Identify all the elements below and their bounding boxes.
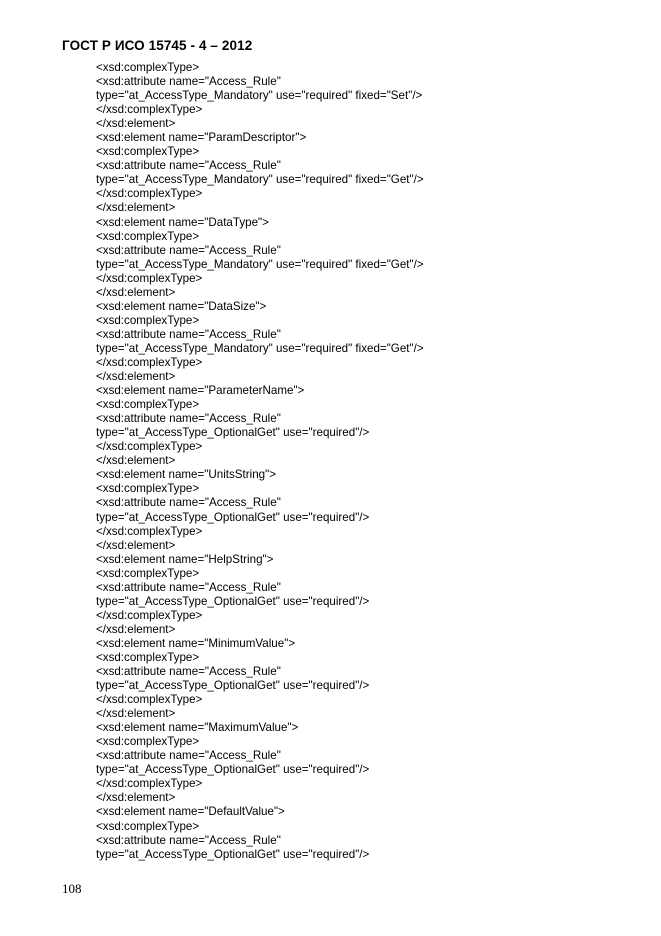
document-header: ГОСТ Р ИСО 15745 - 4 – 2012 [62, 38, 253, 53]
code-line: <xsd:complexType> [96, 61, 200, 74]
code-line: type="at_AccessType_OptionalGet" use="required"/> [96, 679, 370, 693]
code-line: </xsd:complexType> [96, 271, 203, 285]
code-line: <xsd:attribute name="Access_Rule" [96, 412, 281, 426]
code-line: <xsd:element name="ParamDescriptor"> [96, 131, 307, 145]
code-line: <xsd:element name="HelpString"> [96, 552, 274, 566]
code-line: <xsd:attribute name="Access_Rule" [96, 496, 281, 510]
code-line: type="at_AccessType_Mandatory" use="required" fixed="Get"/> [96, 173, 424, 187]
code-line: <xsd:complexType> [96, 229, 200, 243]
code-line: <xsd:attribute name="Access_Rule" [96, 159, 281, 173]
code-line: </xsd:element> [96, 622, 176, 636]
code-line: <xsd:complexType> [96, 398, 200, 412]
code-line: <xsd:complexType> [96, 819, 200, 833]
code-line: </xsd:complexType> [96, 524, 203, 538]
code-line: </xsd:complexType> [96, 103, 203, 117]
code-line: </xsd:complexType> [96, 355, 203, 369]
code-line: type="at_AccessType_OptionalGet" use="required"/> [96, 847, 370, 861]
code-line: <xsd:element name="ParameterName"> [96, 384, 305, 398]
xsd-code-listing [96, 61, 424, 862]
code-line: </xsd:element> [96, 370, 176, 384]
page-number: 108 [62, 881, 82, 896]
code-line: <xsd:attribute name="Access_Rule" [96, 243, 281, 257]
code-line: <xsd:attribute name="Access_Rule" [96, 75, 281, 89]
code-line: </xsd:element> [96, 117, 176, 131]
code-line: </xsd:element> [96, 791, 176, 805]
code-line: type="at_AccessType_Mandatory" use="required" fixed="Get"/> [96, 341, 424, 355]
code-line: <xsd:attribute name="Access_Rule" [96, 580, 281, 594]
code-line: <xsd:element name="DataSize"> [96, 299, 267, 313]
code-line: <xsd:complexType> [96, 313, 200, 327]
code-line: </xsd:element> [96, 285, 176, 299]
code-line: <xsd:complexType> [96, 566, 200, 580]
code-line: <xsd:attribute name="Access_Rule" [96, 749, 281, 763]
code-line: <xsd:attribute name="Access_Rule" [96, 327, 281, 341]
code-line: <xsd:complexType> [96, 145, 200, 159]
code-line: </xsd:element> [96, 538, 176, 552]
code-line: <xsd:element name="MinimumValue"> [96, 636, 296, 650]
code-line: <xsd:complexType> [96, 735, 200, 749]
code-line: type="at_AccessType_Mandatory" use="required" fixed="Set"/> [96, 89, 423, 103]
code-line: <xsd:complexType> [96, 482, 200, 496]
code-line: <xsd:attribute name="Access_Rule" [96, 833, 281, 847]
code-line: <xsd:complexType> [96, 650, 200, 664]
code-line: </xsd:complexType> [96, 608, 203, 622]
code-line: type="at_AccessType_OptionalGet" use="required"/> [96, 594, 370, 608]
code-line: type="at_AccessType_OptionalGet" use="required"/> [96, 763, 370, 777]
code-line: </xsd:element> [96, 454, 176, 468]
code-line: <xsd:element name="UnitsString"> [96, 468, 276, 482]
code-line: type="at_AccessType_OptionalGet" use="required"/> [96, 426, 370, 440]
code-line: type="at_AccessType_Mandatory" use="required" fixed="Get"/> [96, 257, 424, 271]
code-line: </xsd:element> [96, 707, 176, 721]
code-line: type="at_AccessType_OptionalGet" use="required"/> [96, 510, 370, 524]
code-line: <xsd:element name="MaximumValue"> [96, 721, 299, 735]
code-line: <xsd:attribute name="Access_Rule" [96, 665, 281, 679]
code-line: </xsd:complexType> [96, 440, 203, 454]
code-line: </xsd:complexType> [96, 187, 203, 201]
code-line: <xsd:element name="DefaultValue"> [96, 805, 285, 819]
code-line: <xsd:element name="DataType"> [96, 215, 269, 229]
code-line: </xsd:complexType> [96, 777, 203, 791]
code-line: </xsd:element> [96, 201, 176, 215]
code-line: </xsd:complexType> [96, 693, 203, 707]
